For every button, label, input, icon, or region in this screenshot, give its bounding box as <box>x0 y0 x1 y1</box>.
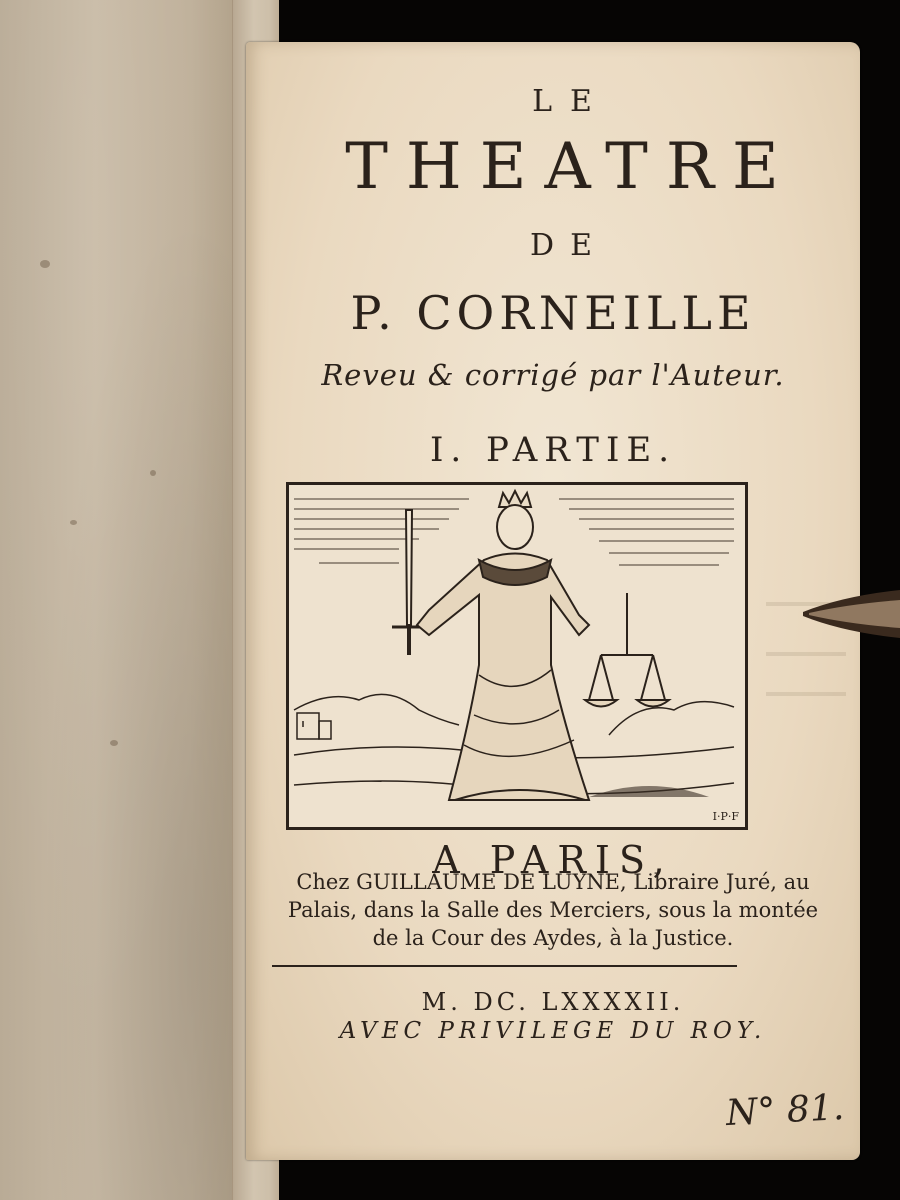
balance-scales <box>585 593 669 707</box>
title-line-theatre: THEATRE <box>345 130 797 204</box>
part-number: I. PARTIE. <box>429 430 677 470</box>
sword <box>392 510 426 655</box>
justice-figure <box>417 491 589 800</box>
imprint-line-2: Palais, dans la Salle des Merciers, sous la montée <box>287 898 819 922</box>
cover-stain <box>70 520 77 525</box>
cover-stain <box>40 260 50 268</box>
title-line-le: LE <box>532 84 610 119</box>
justice-figure-illustration <box>289 485 739 821</box>
bleed-through-text <box>766 692 846 696</box>
title-line-de: DE <box>530 228 608 263</box>
engraver-mark: I·P·F <box>712 810 739 823</box>
distant-building <box>297 713 331 739</box>
bleed-through-text <box>766 652 846 656</box>
publication-year: M. DC. LXXXXII. <box>421 988 685 1016</box>
author-name: P. CORNEILLE <box>350 286 756 340</box>
justice-woodcut <box>286 482 748 830</box>
horizontal-rule <box>272 965 737 967</box>
imprint-line-1: Chez GUILLAUME DE LUYNE, Libraire Juré, au <box>296 870 810 894</box>
subtitle: Reveu & corrigé par l'Auteur. <box>321 358 785 392</box>
cover-stain <box>110 740 118 746</box>
imprint-line-3: de la Cour des Aydes, à la Justice. <box>372 926 734 950</box>
handwritten-note: N° 81. <box>725 1086 846 1135</box>
cover-stain <box>150 470 156 476</box>
royal-privilege: AVEC PRIVILEGE DU ROY. <box>339 1018 767 1044</box>
bookmark-pointer <box>803 588 900 640</box>
imprint-city: A PARIS, <box>432 838 674 882</box>
title-page <box>246 42 860 1160</box>
